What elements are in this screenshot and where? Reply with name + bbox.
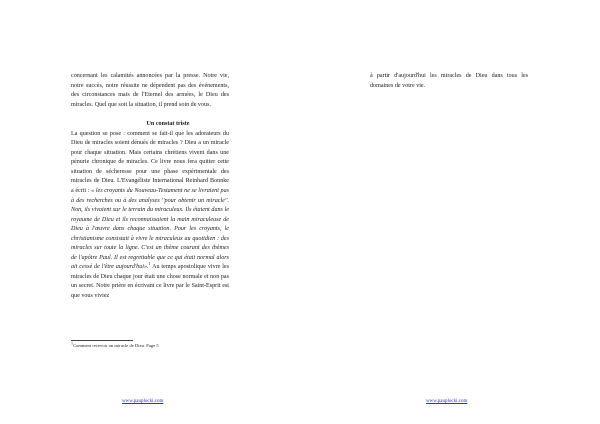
right-page-text-column (370, 72, 528, 91)
footnote (71, 340, 231, 349)
left-page-text-column (71, 72, 229, 302)
footnote-text: Comment recevoir un miracle de Dieu. Page 5 (73, 343, 159, 348)
right-page (300, 0, 600, 424)
left-paragraph-1: concernant les calamités annoncées par la presse. Notre vie, notre succès, notre réussite ne dépendent pas des événements, des circonstances mais de l'Eternel des armées, le Dieu des miracles. Quel que soit la situation, il prend soin de vous. (71, 73, 229, 108)
footnote-divider (71, 340, 133, 341)
bonnke-quote: « les croyants du Nouveau-Testament ne se livraient pas à des recherches ou à des analyses ''pour obtenir un miracle''. Non, ils vivaient sur le terrain du miraculeux. Ils étaient dans le royaume de Dieu et ils reconnaissaient la main miraculeuse de Dieu à l'œuvre dans chaque situation. Pour les croyants, le christianisme consistait à vivre le miraculeux au quotidien : des miracles sur toute la ligne. C'est un thème courant des thèmes de l'apôtre Paul. Il est regrettable que ce qui était normal alors ait cessé de l'être aujourd'hui». (71, 188, 230, 271)
left-paragraph-2 (71, 130, 229, 302)
footnote-reference[interactable]: 1 (148, 261, 151, 267)
right-footer-link[interactable]: www.pauplocki.com (426, 399, 468, 404)
left-footer-link[interactable]: www.pauplocki.com (122, 399, 164, 404)
paragraph-2-start: La question se pose : comment se fait-il que les adorateurs du Dieu de miracles soient dénués de miracles ? Dieu a un miracle pour chaque situation. Mais certains chrétiens vivent dans une pénurie chronique de miracles. Ce livre nous fera quitter cette situation de sécheresse pour une phase expérimentale des miracles de Dieu. L'Evangéliste International Reinhard Bonnke a écrit : (71, 130, 229, 195)
section-heading: Un constat triste (146, 121, 190, 128)
right-paragraph-1: à partir d'aujourd'hui les miracles de Dieu dans tous les domaines de votre vie. (370, 73, 528, 89)
paragraph-2-end: Au temps apostolique vivre les miracles de Dieu chaque jour était une chose normale et non pas un secret. Notre prière en écrivant ce livre par le Saint-Esprit est que vous viviez (71, 264, 229, 300)
footnote-number: 1 (71, 340, 74, 346)
